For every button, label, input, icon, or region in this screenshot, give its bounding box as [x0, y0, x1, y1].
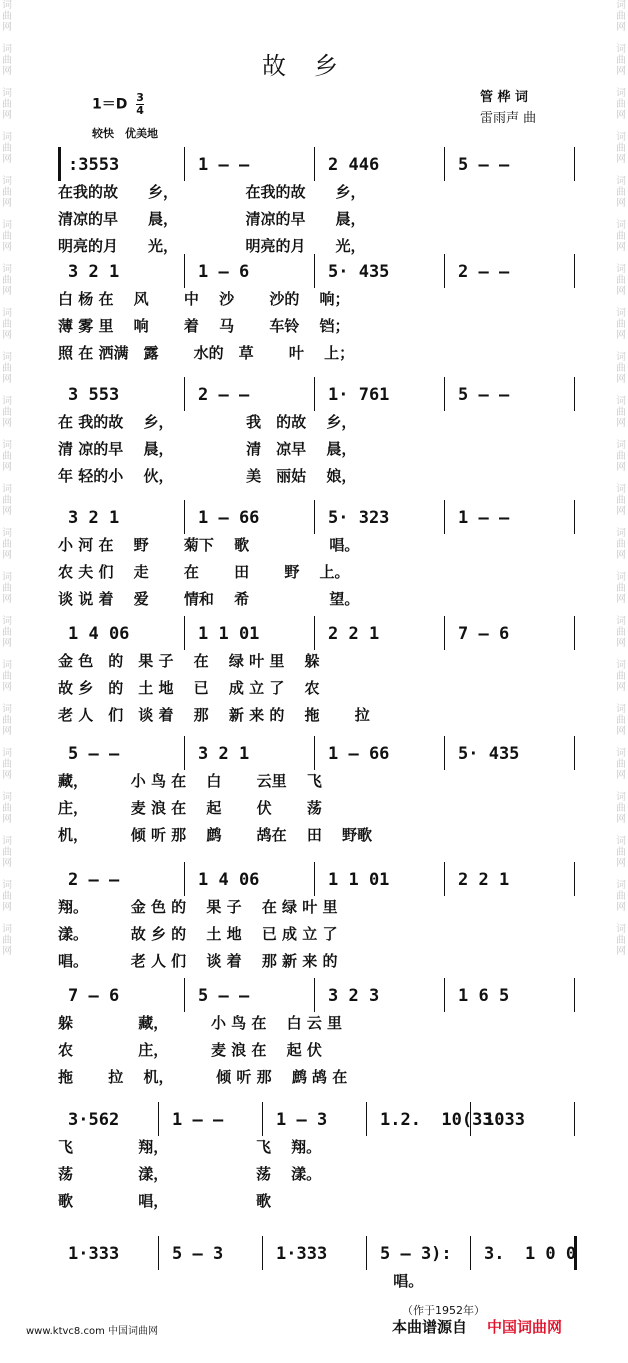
- barline: [184, 978, 185, 1012]
- measure-notes: 1·333: [276, 1244, 328, 1264]
- measure-notes: 1 4 06: [198, 870, 260, 890]
- date-note: （作于1952年）: [402, 1304, 485, 1317]
- notes-row: [58, 508, 578, 530]
- lyric-line: 唱。 老 人 们 谈 着 那 新 来 的: [58, 952, 338, 970]
- measure-notes: 5 — —: [198, 986, 250, 1006]
- song-title: 故乡: [262, 52, 366, 80]
- barline: [574, 736, 575, 770]
- notes-row: [58, 385, 578, 407]
- composer-credit: 雷雨声 曲: [480, 111, 537, 126]
- measure-notes: 1 6 5: [458, 986, 510, 1006]
- measure-notes: :3553: [68, 155, 120, 175]
- measure-notes: 7 — 6: [68, 986, 120, 1006]
- measure-notes: 1 — 66: [328, 744, 390, 764]
- key-signature: [92, 92, 144, 117]
- watermark-left: 词 曲 网 词 曲 网 词 曲 网 词 曲 网 词 曲 网 词 曲 网 词 曲 网 词 曲 网 词 曲 网 词 曲 网 词 曲 网 词 曲 网 词 曲 网 词 曲 网 词 曲 网 词 曲 网 词 曲 网 词 曲 网 词 曲 网 词 曲 网 词 曲 网 词 曲 网: [2, 0, 12, 957]
- measure-notes: 1 — 66: [198, 508, 260, 528]
- measure-notes: 1.2. 10(33: [380, 1110, 493, 1130]
- barline: [574, 1236, 577, 1270]
- barline: [574, 254, 575, 288]
- lyric-line: 唱。: [58, 1272, 424, 1290]
- lyric-line: 歌 唱， 歌: [58, 1192, 271, 1210]
- measure-notes: 2 2 1: [458, 870, 510, 890]
- barline: [444, 377, 445, 411]
- lyric-line: 荡 漾， 荡 漾。: [58, 1165, 322, 1183]
- lyric-line: 谈 说 着 爱 情和 希 望。: [58, 590, 360, 608]
- footer-source: [392, 1316, 562, 1337]
- measure-notes: 3. 1 0 0: [484, 1244, 577, 1264]
- barline: [262, 1102, 263, 1136]
- measure-notes: 1 — 3: [276, 1110, 328, 1130]
- measure-notes: 5· 323: [328, 508, 390, 528]
- barline: [314, 254, 315, 288]
- source-label: 本曲谱源自: [392, 1318, 468, 1336]
- measure-notes: 1033: [484, 1110, 525, 1130]
- measure-notes: 1 4 06: [68, 624, 130, 644]
- notes-row: [58, 624, 578, 646]
- measure-notes: 1 — —: [172, 1110, 224, 1130]
- measure-notes: 5 — —: [458, 155, 510, 175]
- measure-notes: 2 — —: [458, 262, 510, 282]
- notes-row: [58, 1110, 578, 1132]
- measure-notes: 5· 435: [458, 744, 520, 764]
- barline: [184, 500, 185, 534]
- barline: [184, 254, 185, 288]
- barline: [314, 736, 315, 770]
- lyric-line: 农 夫 们 走 在 田 野 上。: [58, 563, 350, 581]
- measure-notes: 3 2 1: [68, 262, 120, 282]
- measure-notes: 5 — —: [458, 385, 510, 405]
- barline: [314, 862, 315, 896]
- barline: [574, 616, 575, 650]
- measure-notes: 5 — 3: [172, 1244, 224, 1264]
- lyric-line: 年 轻的小 伙， 美 丽姑 娘，: [58, 467, 357, 485]
- barline: [574, 500, 575, 534]
- lyric-line: 拖 拉 机， 倾 听 那 鹧 鸪 在: [58, 1068, 348, 1086]
- key-label: 1＝D: [92, 96, 128, 113]
- barline: [314, 500, 315, 534]
- measure-notes: 1·333: [68, 1244, 120, 1264]
- barline: [58, 147, 61, 181]
- lyric-line: 在我的故 乡， 在我的故 乡，: [58, 183, 366, 201]
- measure-notes: 1 1 01: [198, 624, 260, 644]
- barline: [444, 147, 445, 181]
- barline: [366, 1236, 367, 1270]
- lyric-line: 清凉的早 晨， 清凉的早 晨，: [58, 210, 366, 228]
- barline: [574, 147, 575, 181]
- barline: [184, 616, 185, 650]
- lyric-line: 金 色 的 果 子 在 绿 叶 里 躲: [58, 652, 320, 670]
- barline: [184, 736, 185, 770]
- measure-notes: 3 2 3: [328, 986, 380, 1006]
- measure-notes: 3·562: [68, 1110, 120, 1130]
- notes-row: [58, 986, 578, 1008]
- barline: [444, 736, 445, 770]
- notes-row: [58, 1244, 578, 1266]
- measure-notes: 7 — 6: [458, 624, 510, 644]
- measure-notes: 2 — —: [68, 870, 120, 890]
- lyric-line: 明亮的月 光， 明亮的月 光，: [58, 237, 366, 255]
- measure-notes: 1 1 01: [328, 870, 390, 890]
- barline: [444, 862, 445, 896]
- lyric-line: 在 我的故 乡， 我 的故 乡，: [58, 413, 357, 431]
- barline: [444, 500, 445, 534]
- lyric-line: 白 杨 在 风 中 沙 沙的 响；: [58, 290, 350, 308]
- lyric-line: 飞 翔， 飞 翔。: [58, 1138, 322, 1156]
- barline: [366, 1102, 367, 1136]
- notes-row: [58, 262, 578, 284]
- barline: [158, 1236, 159, 1270]
- lyric-line: 故 乡 的 土 地 已 成 立 了 农: [58, 679, 320, 697]
- barline: [314, 616, 315, 650]
- notes-row: [58, 870, 578, 892]
- measure-notes: 3 2 1: [198, 744, 250, 764]
- notes-row: [58, 744, 578, 766]
- measure-notes: 1 — —: [198, 155, 250, 175]
- lyric-line: 小 河 在 野 菊下 歌 唱。: [58, 536, 360, 554]
- source-site: 中国词曲网: [487, 1318, 563, 1336]
- barline: [158, 1102, 159, 1136]
- notes-row: [58, 155, 578, 177]
- barline: [314, 147, 315, 181]
- measure-notes: 1 — 6: [198, 262, 250, 282]
- measure-notes: 3 553: [68, 385, 120, 405]
- lyric-line: 庄， 麦 浪 在 起 伏 荡: [58, 799, 322, 817]
- barline: [184, 147, 185, 181]
- time-signature: [136, 92, 144, 117]
- measure-notes: 5 — 3):: [380, 1244, 452, 1264]
- barline: [314, 978, 315, 1012]
- measure-notes: 5· 435: [328, 262, 390, 282]
- measure-notes: 2 446: [328, 155, 380, 175]
- barline: [184, 377, 185, 411]
- watermark-right: 词 曲 网 词 曲 网 词 曲 网 词 曲 网 词 曲 网 词 曲 网 词 曲 网 词 曲 网 词 曲 网 词 曲 网 词 曲 网 词 曲 网 词 曲 网 词 曲 网 词 曲 网 词 曲 网 词 曲 网 词 曲 网 词 曲 网 词 曲 网 词 曲 网 词 曲 网: [616, 0, 626, 957]
- lyric-line: 翔。 金 色 的 果 子 在 绿 叶 里: [58, 898, 338, 916]
- lyric-line: 农 庄， 麦 浪 在 起 伏: [58, 1041, 322, 1059]
- barline: [444, 978, 445, 1012]
- barline: [262, 1236, 263, 1270]
- time-denominator: 4: [136, 104, 144, 117]
- lyric-line: 机， 倾 听 那 鹧 鸪在 田 野歌: [58, 826, 373, 844]
- measure-notes: 2 — —: [198, 385, 250, 405]
- barline: [444, 616, 445, 650]
- lyricist-credit: 管 桦 词: [480, 90, 529, 105]
- barline: [184, 862, 185, 896]
- barline: [314, 377, 315, 411]
- time-numerator: 3: [136, 91, 144, 104]
- lyric-line: 老 人 们 谈 着 那 新 来 的 拖 拉: [58, 706, 370, 724]
- barline: [470, 1102, 471, 1136]
- barline: [574, 1102, 575, 1136]
- lyric-line: 照 在 洒满 露 水的 草 叶 上；: [58, 344, 355, 362]
- measure-notes: 2 2 1: [328, 624, 380, 644]
- barline: [444, 254, 445, 288]
- lyric-line: 薄 雾 里 响 着 马 车铃 铛；: [58, 317, 350, 335]
- measure-notes: 3 2 1: [68, 508, 120, 528]
- measure-notes: 1 — —: [458, 508, 510, 528]
- footer-site-url: www.ktvc8.com 中国词曲网: [26, 1326, 159, 1337]
- barline: [574, 862, 575, 896]
- measure-notes: 5 — —: [68, 744, 120, 764]
- lyric-line: 藏， 小 鸟 在 白 云里 飞: [58, 772, 322, 790]
- lyric-line: 躲 藏， 小 鸟 在 白 云 里: [58, 1014, 343, 1032]
- barline: [574, 377, 575, 411]
- tempo-marking: 较快 优美地: [92, 127, 158, 140]
- lyric-line: 清 凉的早 晨， 清 凉早 晨，: [58, 440, 357, 458]
- barline: [470, 1236, 471, 1270]
- barline: [574, 978, 575, 1012]
- lyric-line: 漾。 故 乡 的 土 地 已 成 立 了: [58, 925, 338, 943]
- measure-notes: 1· 761: [328, 385, 390, 405]
